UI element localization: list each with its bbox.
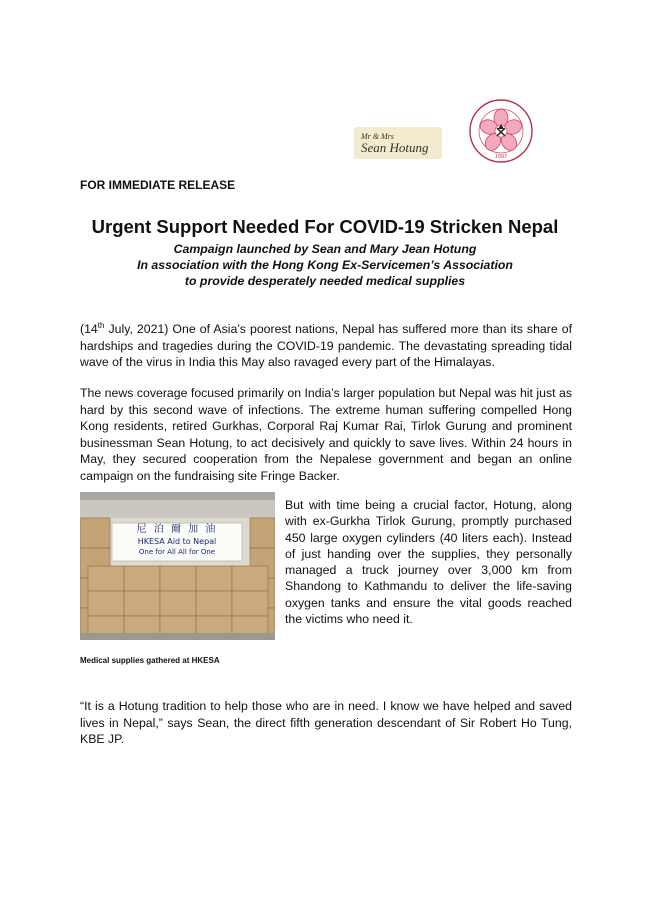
hkesa-seal-icon xyxy=(468,98,534,164)
hkesa-year: 1997 xyxy=(494,154,508,160)
release-label: FOR IMMEDIATE RELEASE xyxy=(80,178,236,192)
paragraph-4: “It is a Hotung tradition to help those who are in need. I know we have helped and saved lives in Nepal,” says Sean, the direct fifth generation descendant of Sir Robert Ho Tung, KBE JP. xyxy=(80,699,572,747)
supplies-photo xyxy=(80,492,275,640)
banner-line-1: HKESA Aid to Nepal xyxy=(137,537,217,546)
page-title: Urgent Support Needed For COVID-19 Stricken Nepal xyxy=(91,216,559,237)
date-open: (14 xyxy=(80,322,98,336)
photo-banner xyxy=(112,523,242,561)
paragraph-1-text: July, 2021) One of Asia’s poorest nations, Nepal has suffered more than its share of hardships and tragedies during the COVID-19 pandemic. The devastating spreading tidal wave of the virus in India this May also ravaged every part of the Himalayas. xyxy=(80,322,572,370)
paragraph-1 xyxy=(80,321,572,371)
hotung-logo-small: Mr & Mrs xyxy=(361,131,394,141)
banner-chinese: 尼 泊 爾 加 油 xyxy=(136,524,218,535)
subtitle-line-2: In association with the Hong Kong Ex-Servicemen’s Association xyxy=(137,258,513,272)
paragraph-2: The news coverage focused primarily on India’s larger population but Nepal was hit just as hard by this second wave of infections. The extreme human suffering compelled Hong Kong residents, retired Gurkhas, Corporal Raj Kumar Rai, Tirlok Gurung and prominent businessman Sean Hotung, to act decisively and quickly to save lives. Within 24 hours in May, they secured cooperation from the Nepalese government and began an online campaign on the fundraising site Fringe Backer. xyxy=(80,386,572,483)
hotung-logo xyxy=(354,127,442,159)
subtitle-line-1: Campaign launched by Sean and Mary Jean Hotung xyxy=(173,242,477,256)
subtitle-line-3: to provide desperately needed medical supplies xyxy=(184,274,466,288)
hotung-logo-name: Sean Hotung xyxy=(361,139,429,155)
photo-caption: Medical supplies gathered at HKESA xyxy=(80,656,220,665)
paragraph-3: But with time being a crucial factor, Hotung, along with ex-Gurkha Tirlok Gurung, promptly purchased 450 large oxygen cylinders (40 liters each). Instead of just handing over the supplies, they personally managed a truck journey over 3,000 km from Shandong to Kathmandu to deliver the life-saving oxygen tanks and ensure the vital goods reached the victims who need it. xyxy=(285,498,572,627)
banner-line-2: One for All All for One xyxy=(138,548,216,556)
date-superscript: th xyxy=(97,320,105,330)
